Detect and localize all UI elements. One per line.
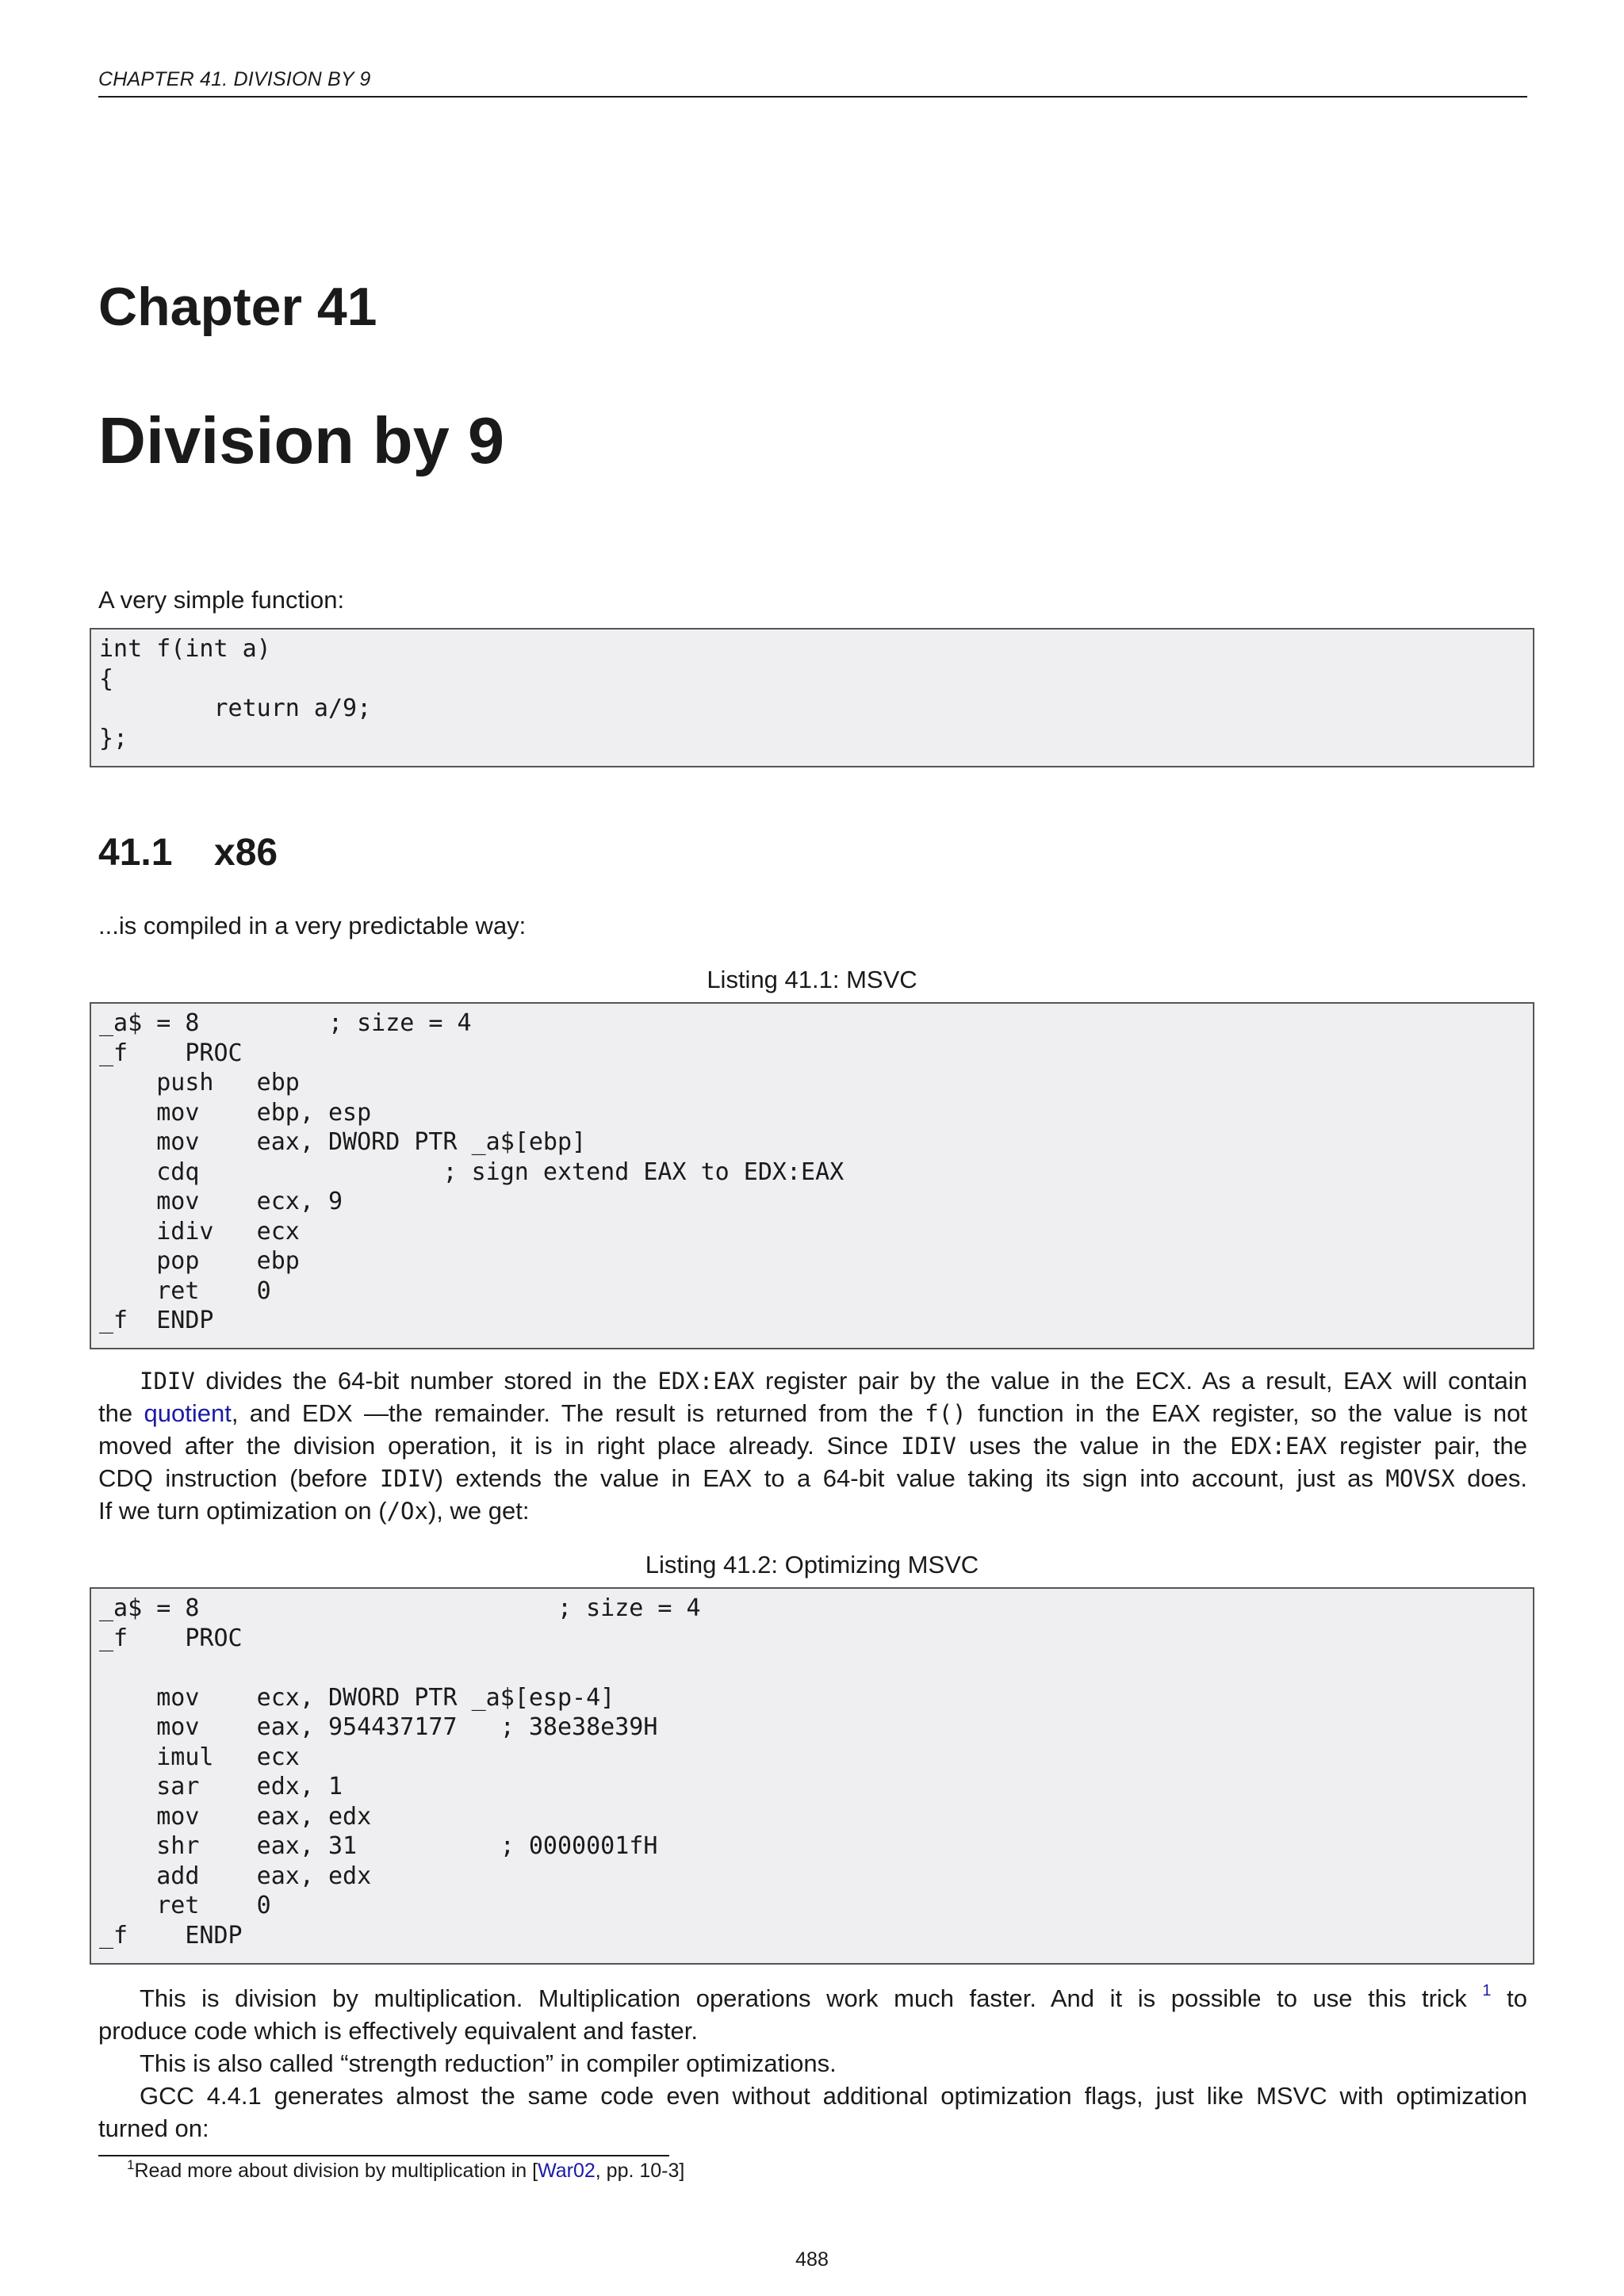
- listing-caption-1: Listing 41.1: MSVC: [707, 966, 917, 993]
- chapter-title: Division by 9: [98, 404, 504, 477]
- code-c: int f(int a) { return a/9; };: [99, 635, 372, 752]
- paragraph-line: moved after the division operation, it is in right place already. Since IDIV uses the value in the EDX:EAX register pair, the: [98, 1432, 1527, 1460]
- intro-text: A very simple function:: [98, 586, 345, 614]
- code-block-listing-2: [90, 1587, 1534, 1965]
- code-listing-1: _a$ = 8 ; size = 4 _f PROC push ebp mov ebp, esp mov eax, DWORD PTR _a$[ebp] cdq ; sign extend EAX to EDX:EAX mov ecx, 9 idiv ecx pop ebp ret 0 _f ENDP: [99, 1009, 845, 1334]
- section-heading: [98, 831, 278, 874]
- page-number: 488: [795, 2248, 829, 2271]
- code-block-listing-1: [90, 1002, 1534, 1349]
- citation-link[interactable]: War02: [538, 2160, 596, 2182]
- paragraph-line: CDQ instruction (before IDIV) extends the value in EAX to a 64-bit value taking its sign into account, just as MOVSX does.: [98, 1464, 1528, 1492]
- paragraph-line: produce code which is effectively equivalent and faster.: [98, 2017, 698, 2045]
- paragraph-line: If we turn optimization on (/Ox), we get:: [98, 1497, 530, 1525]
- listing-caption-2: Listing 41.2: Optimizing MSVC: [645, 1551, 979, 1578]
- paragraph-line: turned on:: [98, 2114, 209, 2142]
- paragraph-line: GCC 4.4.1 generates almost the same code even without additional optimization flags, just like MSVC with optimization: [140, 2082, 1527, 2110]
- code-listing-2: _a$ = 8 ; size = 4 _f PROC mov ecx, DWORD PTR _a$[esp-4] mov eax, 954437177 ; 38e38e39H imul ecx sar edx, 1 mov eax, edx shr eax, 31 ; 0000001fH add eax, edx ret 0 _f ENDP: [99, 1594, 701, 1950]
- section-number: 41.1: [98, 832, 173, 874]
- footnote-number: 1: [127, 2157, 135, 2172]
- compiled-text: ...is compiled in a very predictable way:: [98, 912, 527, 939]
- footnote-rule: [98, 2155, 669, 2156]
- paragraph-line: This is division by multiplication. Multiplication operations work much faster. And it is possible to use this trick $^1$ to: [140, 1982, 1527, 2012]
- quotient-link[interactable]: quotient: [144, 1399, 232, 1427]
- paragraph-line: This is also called “strength reduction” in compiler optimizations.: [140, 2049, 837, 2077]
- paragraph-line: IDIV divides the 64-bit number stored in the EDX:EAX register pair by the value in the ECX. As a result, EAX will contain: [140, 1367, 1527, 1395]
- paragraph-line: the quotient, and EDX —the remainder. The result is returned from the f() function in the EAX register, so the value is not: [98, 1399, 1528, 1427]
- code-block-c: [90, 628, 1534, 767]
- footnote-marker[interactable]: 1: [1482, 1982, 1492, 1999]
- running-head: CHAPTER 41. DIVISION BY 9: [98, 68, 1527, 98]
- chapter-label: Chapter 41: [98, 277, 377, 337]
- footnote: $^1$Read more about division by multiplication in [War02, pp. 10-3]: [127, 2157, 685, 2182]
- section-title: x86: [214, 832, 278, 874]
